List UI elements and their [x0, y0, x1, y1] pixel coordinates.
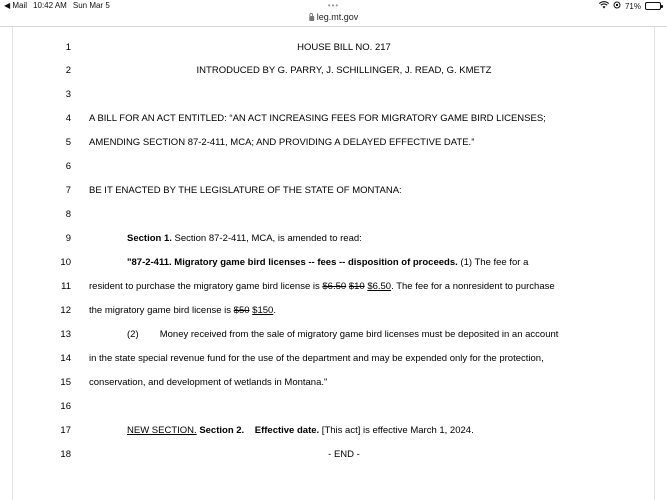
- line-number: 4: [65, 113, 71, 124]
- line-16: [13, 400, 656, 414]
- new-section-label: NEW SECTION.: [127, 425, 197, 436]
- section-heading: Section 1.: [127, 233, 172, 244]
- line-number: 17: [60, 425, 71, 436]
- line-4: [13, 112, 656, 126]
- section-text: [This act] is effective March 1, 2024.: [319, 425, 474, 436]
- status-time: 10:42 AM: [33, 1, 67, 10]
- text-after: . The fee for a nonresident to purchase: [391, 281, 555, 292]
- statute-heading: "87-2-411. Migratory game bird licenses -- fees -- disposition of proceeds.: [127, 257, 458, 268]
- text-after: .: [273, 305, 276, 316]
- line-7: [13, 184, 656, 198]
- line-5: [13, 136, 656, 150]
- url-text[interactable]: leg.mt.gov: [316, 12, 359, 22]
- line-text: conservation, and development of wetlands in Montana.": [89, 377, 328, 388]
- text-before: resident to purchase the migratory game bird license is: [89, 281, 323, 292]
- line-9: [13, 232, 656, 246]
- line-18: [13, 448, 656, 462]
- line-text: [89, 280, 555, 294]
- line-text: AMENDING SECTION 87-2-411, MCA; AND PROVIDING A DELAYED EFFECTIVE DATE.”: [89, 137, 475, 148]
- line-11: [13, 280, 656, 294]
- line-17: [13, 424, 656, 438]
- back-to-mail-button[interactable]: ◀ Mail: [4, 1, 28, 10]
- line-number: 12: [60, 305, 71, 316]
- text-before: the migratory game bird license is: [89, 305, 234, 316]
- line-number: 10: [60, 257, 71, 268]
- line-text: [127, 232, 362, 246]
- line-text: [127, 256, 528, 270]
- enacting-clause: BE IT ENACTED BY THE LEGISLATURE OF THE STATE OF MONTANA:: [89, 185, 402, 196]
- line-number: 2: [65, 65, 71, 76]
- document-page: [12, 27, 655, 500]
- address-bar[interactable]: [309, 12, 359, 22]
- battery-percent: 71%: [624, 1, 641, 11]
- line-3: [13, 88, 656, 102]
- deleted-amount: $6.50: [322, 281, 347, 292]
- browser-address-area: [0, 0, 667, 26]
- statute-text: (1) The fee for a: [457, 257, 529, 268]
- bill-sponsors: INTRODUCED BY G. PARRY, J. SCHILLINGER, J. READ, G. KMETZ: [196, 65, 492, 76]
- line-number: 9: [65, 233, 71, 244]
- section-heading: Section 2. Effective date.: [199, 425, 320, 436]
- lock-icon: [309, 16, 314, 21]
- line-number: 11: [61, 281, 71, 292]
- end-marker: - END -: [328, 449, 360, 460]
- inserted-amount: $6.50: [367, 281, 392, 292]
- section-text: Section 87-2-411, MCA, is amended to read:: [171, 233, 362, 244]
- line-1: [13, 41, 656, 55]
- deleted-amount: $50: [233, 305, 250, 316]
- deleted-amount: $10: [348, 281, 365, 292]
- line-number: 1: [65, 42, 71, 53]
- line-number: 16: [60, 401, 71, 412]
- line-text: A BILL FOR AN ACT ENTITLED: “AN ACT INCREASING FEES FOR MIGRATORY GAME BIRD LICENSES;: [89, 113, 546, 124]
- line-text: [127, 424, 474, 438]
- line-number: 14: [60, 353, 71, 364]
- bill-title: HOUSE BILL NO. 217: [297, 42, 391, 53]
- line-2: [13, 64, 656, 78]
- line-13: [13, 328, 656, 342]
- line-8: [13, 208, 656, 222]
- inserted-amount: $150: [252, 305, 274, 316]
- line-number: 13: [60, 329, 71, 340]
- line-number: 8: [65, 209, 71, 220]
- line-12: [13, 304, 656, 318]
- line-number: 3: [65, 89, 71, 100]
- line-number: 7: [65, 185, 71, 196]
- line-number: 5: [65, 137, 71, 148]
- line-10: [13, 256, 656, 270]
- line-number: 15: [60, 377, 71, 388]
- line-text: [89, 304, 276, 318]
- line-number: 6: [65, 161, 71, 172]
- line-14: [13, 352, 656, 366]
- tab-overview-dots[interactable]: •••: [327, 1, 340, 10]
- line-text: in the state special revenue fund for the use of the department and may be expended only for the protection,: [89, 353, 544, 364]
- line-text: (2) Money received from the sale of migratory game bird licenses must be deposited in an account: [127, 329, 559, 340]
- line-6: [13, 160, 656, 174]
- status-date: Sun Mar 5: [72, 1, 110, 10]
- line-number: 18: [60, 449, 71, 460]
- line-15: [13, 376, 656, 390]
